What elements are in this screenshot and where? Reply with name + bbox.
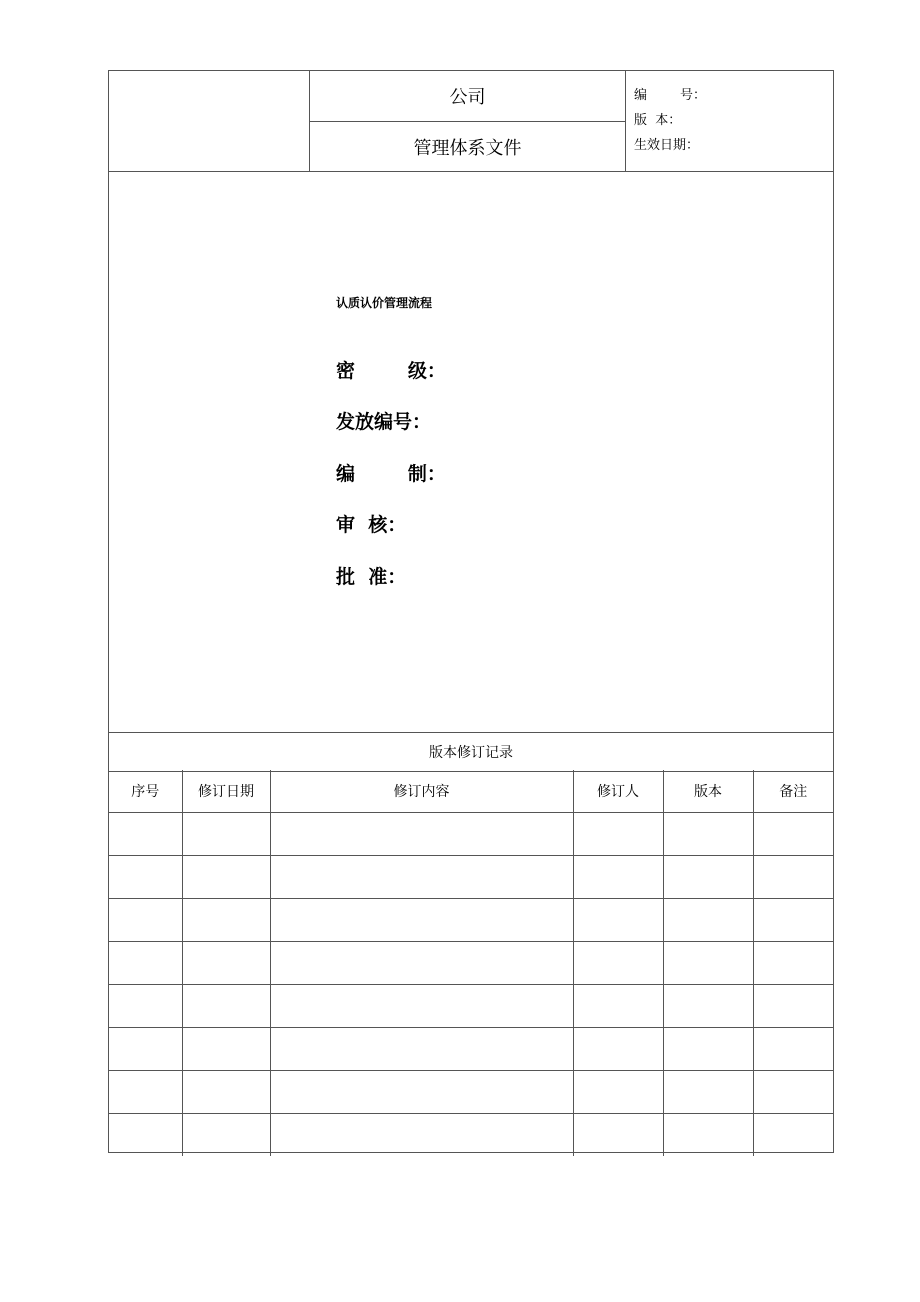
table-cell[interactable] xyxy=(109,856,182,899)
table-row xyxy=(109,813,833,856)
column-header: 序号 xyxy=(109,770,182,813)
effective-date-label: 生效日期： xyxy=(634,138,700,153)
revision-table xyxy=(109,770,833,1156)
document-frame xyxy=(108,70,834,1153)
table-cell[interactable] xyxy=(663,813,753,856)
revision-header-row xyxy=(109,770,833,813)
table-cell[interactable] xyxy=(182,942,270,985)
column-header: 修订日期 xyxy=(182,770,270,813)
table-cell[interactable] xyxy=(753,1071,833,1114)
version-label: 版 本： xyxy=(634,113,682,128)
table-cell[interactable] xyxy=(753,813,833,856)
table-cell[interactable] xyxy=(270,1114,573,1157)
logo-cell xyxy=(109,71,310,171)
table-cell[interactable] xyxy=(270,942,573,985)
table-cell[interactable] xyxy=(663,899,753,942)
table-cell[interactable] xyxy=(753,856,833,899)
table-cell[interactable] xyxy=(109,1071,182,1114)
table-row xyxy=(109,985,833,1028)
table-cell[interactable] xyxy=(753,1028,833,1071)
table-cell[interactable] xyxy=(109,985,182,1028)
table-cell[interactable] xyxy=(182,813,270,856)
meta-cell xyxy=(626,71,833,171)
issue-no-field: 发放编号： xyxy=(336,411,432,433)
table-cell[interactable] xyxy=(109,1114,182,1157)
table-row xyxy=(109,1114,833,1157)
table-cell[interactable] xyxy=(663,856,753,899)
cover-section xyxy=(109,172,833,732)
table-cell[interactable] xyxy=(182,1071,270,1114)
table-cell[interactable] xyxy=(573,856,663,899)
table-cell[interactable] xyxy=(573,1071,663,1114)
table-cell[interactable] xyxy=(753,1114,833,1157)
table-cell[interactable] xyxy=(663,942,753,985)
table-cell[interactable] xyxy=(573,899,663,942)
table-cell[interactable] xyxy=(270,856,573,899)
table-row xyxy=(109,899,833,942)
table-cell[interactable] xyxy=(270,899,573,942)
table-cell[interactable] xyxy=(270,1028,573,1071)
table-cell[interactable] xyxy=(663,1028,753,1071)
column-header: 版本 xyxy=(663,770,753,813)
table-cell[interactable] xyxy=(182,856,270,899)
table-row xyxy=(109,1028,833,1071)
table-cell[interactable] xyxy=(109,813,182,856)
table-cell[interactable] xyxy=(109,1028,182,1071)
table-cell[interactable] xyxy=(109,942,182,985)
table-cell[interactable] xyxy=(663,1114,753,1157)
table-cell[interactable] xyxy=(753,985,833,1028)
table-cell[interactable] xyxy=(573,1114,663,1157)
table-cell[interactable] xyxy=(573,985,663,1028)
document-title: 认质认价管理流程 xyxy=(336,296,433,310)
revision-record-title: 版本修订记录 xyxy=(109,732,833,772)
secrecy-field: 密 级： xyxy=(336,360,446,382)
reviewed-by-field: 审 核： xyxy=(336,514,407,536)
table-cell[interactable] xyxy=(270,1071,573,1114)
prepared-by-field: 编 制： xyxy=(336,463,446,485)
column-header: 修订内容 xyxy=(270,770,573,813)
table-cell[interactable] xyxy=(182,1114,270,1157)
company-name: 公司 xyxy=(310,71,625,122)
table-cell[interactable] xyxy=(573,813,663,856)
table-cell[interactable] xyxy=(663,1071,753,1114)
table-row xyxy=(109,1071,833,1114)
table-cell[interactable] xyxy=(182,899,270,942)
table-row xyxy=(109,856,833,899)
table-cell[interactable] xyxy=(270,985,573,1028)
column-header: 备注 xyxy=(753,770,833,813)
table-cell[interactable] xyxy=(109,899,182,942)
table-row xyxy=(109,942,833,985)
document-header xyxy=(109,71,833,172)
table-cell[interactable] xyxy=(573,1028,663,1071)
number-label: 编 号： xyxy=(634,88,707,103)
table-cell[interactable] xyxy=(753,899,833,942)
table-cell[interactable] xyxy=(663,985,753,1028)
title-cell xyxy=(310,71,626,171)
table-cell[interactable] xyxy=(573,942,663,985)
column-header: 修订人 xyxy=(573,770,663,813)
document-type: 管理体系文件 xyxy=(413,137,522,159)
approved-by-field: 批 准： xyxy=(336,566,407,588)
table-cell[interactable] xyxy=(270,813,573,856)
table-cell[interactable] xyxy=(182,1028,270,1071)
table-cell[interactable] xyxy=(182,985,270,1028)
table-cell[interactable] xyxy=(753,942,833,985)
